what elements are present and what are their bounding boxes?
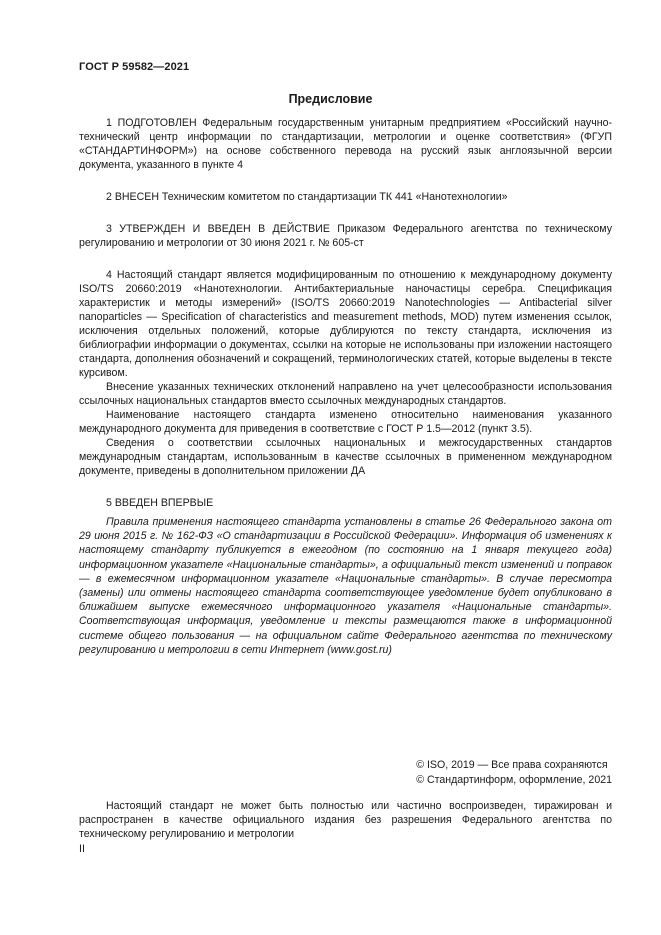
paragraph-correspondence: Сведения о соответствии ссылочных национальных и межгосударственных стандартов международным стандартам, использованным в качестве ссылочных в примененном международном документе, приведены в дополнительном приложении ДА bbox=[79, 437, 612, 477]
copyright-iso: © ISO, 2019 — Все права сохраняются bbox=[416, 759, 608, 771]
paragraph-modified: 4 Настоящий стандарт является модифицированным по отношению к международному документу ISO/TS 20660:2019 «Нанотехнологии. Антибактериальные наночастицы серебра. Спецификация характеристик и методы измерений» (ISO/TS 20660:2019 Nanotechnologies — Antibacterial silver nanoparticles — Specification of characteristics and measurement methods, MOD) путем изменения ссылок, исключения отдельных положений, которые дублируются по тексту стандарта, исключения из библиографии информации о документах, ссылки на которые не использованы при изложении настоящего стандарта, дополнения обозначений и сокращений, терминологических статей, которые выделены в тексте курсивом. bbox=[79, 269, 612, 379]
paragraph-prepared: 1 ПОДГОТОВЛЕН Федеральным государственным унитарным предприятием «Российский научно-технический центр информации по стандартизации, метрологии и оценке соответствия» (ФГУП «СТАНДАРТИНФОРМ») на основе собственного перевода на русский язык англоязычной версии документа, указанного в пункте 4 bbox=[79, 117, 612, 171]
page-title: Предисловие bbox=[288, 92, 373, 106]
paragraph-first-introduced: 5 ВВЕДЕН ВПЕРВЫЕ bbox=[106, 497, 214, 509]
notice-text: Правила применения настоящего стандарта установлены в статье 26 Федерального закона от 29 июня 2015 г. № 162-ФЗ «О стандартизации в Российской Федерации». Информация об изменениях к настоящему стандарту публикуется в ежегодном (по состоянию на 1 января текущего года) информационном указателе «Национальные стандарты», а официальный текст изменений и поправок — в ежемесячном информационном указателе «Национальные стандарты». В случае пересмотра (замены) или отмены настоящего стандарта соответствующее уведомление будет опубликовано в ближайшем выпуске ежемесячного информационного указателя «Национальные стандарты». Соответствующая информация, уведомление и тексты размещаются также в информационной системе общего пользования — на официальном сайте Федерального агентства по техническому регулированию и метрологии в сети Интернет (www.gost.ru) bbox=[79, 516, 612, 656]
page-number: II bbox=[79, 843, 85, 855]
standard-id: ГОСТ Р 59582—2021 bbox=[79, 61, 190, 73]
copyright-standartinform: © Стандартинформ, оформление, 2021 bbox=[416, 774, 612, 786]
copyright-block bbox=[416, 758, 612, 788]
foreword-body bbox=[79, 116, 612, 510]
reproduction-text: Настоящий стандарт не может быть полностью или частично воспроизведен, тиражирован и распространен в качестве официального издания без разрешения Федерального агентства по техническому регулированию и метрологии bbox=[79, 800, 612, 840]
paragraph-introduced: 2 ВНЕСЕН Техническим комитетом по стандартизации ТК 441 «Нанотехнологии» bbox=[106, 191, 508, 203]
paragraph-deviations: Внесение указанных технических отклонений направлено на учет целесообразности использования ссылочных национальных стандартов вместо ссылочных международных стандартов. bbox=[79, 381, 612, 407]
paragraph-approved: 3 УТВЕРЖДЕН И ВВЕДЕН В ДЕЙСТВИЕ Приказом Федерального агентства по техническому регулированию и метрологии от 30 июня 2021 г. № 605-ст bbox=[79, 223, 612, 249]
application-rules-notice bbox=[79, 515, 612, 657]
paragraph-name-change: Наименование настоящего стандарта изменено относительно наименования указанного международного документа для приведения в соответствие с ГОСТ Р 1.5—2012 (пункт 3.5). bbox=[79, 409, 612, 435]
reproduction-notice bbox=[79, 800, 612, 841]
